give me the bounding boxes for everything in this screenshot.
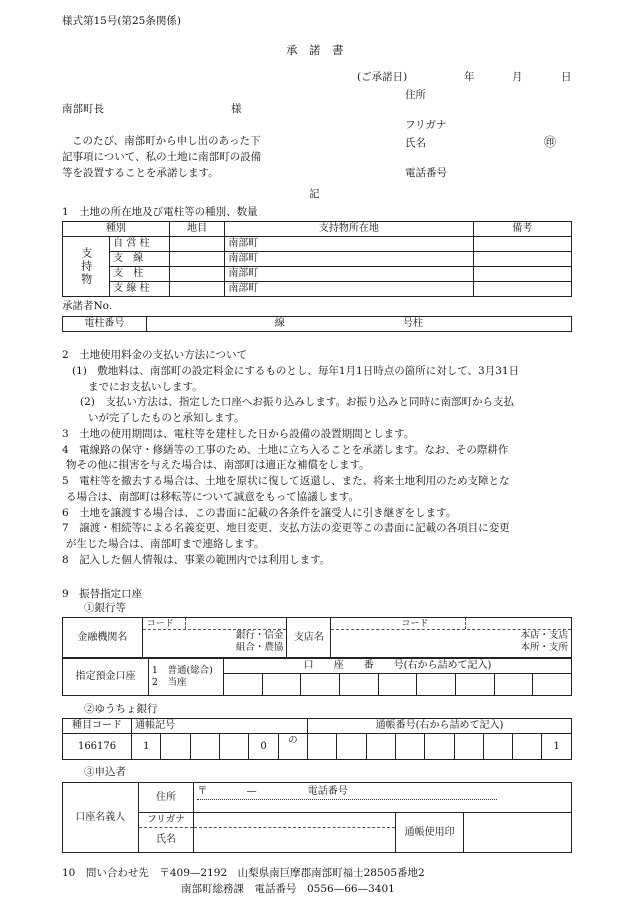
bank-name-label: 金融機関名 (63, 618, 143, 658)
clause-4-line-1: 4 電線路の保守・修繕等の工事のため、土地に立ち入ることを承諾します。なお、その際耕作 (62, 443, 509, 456)
group-label: 支持物 (79, 247, 93, 286)
approver-no: 承諾者No. (62, 300, 113, 312)
account-digit[interactable] (417, 674, 456, 696)
intro-line-2: 記事項について、私の土地に南部町の設備 (62, 151, 262, 163)
header-location: 支持物所在地 (225, 222, 473, 237)
pole-table (62, 316, 572, 332)
bank-code-label: コード (147, 618, 186, 629)
applicant-name-label: 氏名 (405, 137, 426, 149)
type-cell: 支 柱 (110, 267, 170, 282)
type-cell: 支 線 柱 (110, 282, 170, 297)
item2-line-2: いが完了したものと承知します。 (88, 412, 245, 424)
land-cell[interactable] (169, 252, 224, 267)
symbol-digit[interactable] (190, 734, 219, 760)
postal-mark: 〒 (197, 786, 208, 797)
number-digit[interactable] (307, 734, 336, 760)
number-digit[interactable] (395, 734, 424, 760)
clause-3: 3 土地の使用期間は、電柱等を建柱した日から設備の設置期間とします。 (62, 427, 415, 440)
number-digit[interactable] (337, 734, 366, 760)
location-cell: 南部町 (225, 252, 473, 267)
table-row (63, 282, 572, 297)
bank-table (62, 617, 572, 658)
account-digit[interactable] (340, 674, 379, 696)
header-land: 地目 (169, 222, 224, 237)
section2-heading: 2 土地使用料金の支払い方法について (62, 349, 247, 361)
addressee-honorific: 様 (231, 103, 242, 115)
symbol-digit: 1 (132, 734, 161, 760)
header-remarks: 備考 (473, 222, 571, 237)
pole-line-label: 線 (274, 318, 285, 329)
clause-6: 6 土地を譲渡する場合は、この書面に記載の各条件を譲受人に引き継ぎをします。 (62, 506, 457, 519)
account-number-header: 口 座 番 号(右から詰めて記入) (224, 659, 572, 674)
date-year: 年 (464, 71, 475, 83)
item1-line-2: までにお支払いします。 (88, 380, 203, 393)
holder-table (62, 782, 572, 853)
account-type-1: 1 普通(総合) (151, 665, 213, 677)
branch-type-1: 本店・支店 (520, 630, 568, 641)
type-cell: 支 線 (110, 252, 170, 267)
number-digit[interactable] (483, 734, 512, 760)
postal-dash: — (246, 786, 257, 797)
table-row (63, 252, 572, 267)
intro-line-1: このたび、南部町から申し出のあった下 (72, 135, 261, 147)
seal-label: 通帳使用印 (396, 813, 464, 853)
clause-7-line-2: が生じた場合は、南部町まで連絡します。 (66, 538, 265, 550)
seal-field[interactable] (464, 813, 572, 853)
branch-code-label: コード (401, 618, 466, 629)
holder-name-field[interactable] (194, 813, 396, 853)
location-cell: 南部町 (225, 267, 473, 282)
symbol-digit[interactable] (161, 734, 190, 760)
remarks-cell[interactable] (473, 237, 571, 252)
applicant-address-label: 住所 (405, 89, 426, 101)
holder-phone-label: 電話番号 (307, 786, 348, 797)
holder-name-labels (138, 813, 194, 853)
remarks-cell[interactable] (473, 282, 571, 297)
yucho-table (62, 718, 572, 760)
kind-code-value: 166176 (63, 734, 132, 760)
remarks-cell[interactable] (473, 267, 571, 282)
remarks-cell[interactable] (473, 252, 571, 267)
branch-name-field[interactable] (331, 618, 572, 658)
clause-7-line-1: 7 譲渡・相続等による名義変更、地目変更、支払方法の変更等この書面に記載の各項目に変更 (62, 522, 510, 535)
location-cell: 南部町 (225, 282, 473, 297)
item2-line-1: (2) 支払い方法は、指定した口座へお振り込みします。お振り込みと同時に南部町から支払 (80, 396, 515, 409)
table-row (63, 237, 572, 252)
item1-line-1: (1) 敷地料は、南部町の設定料金にするものとし、毎年1月1日時点の箇所に対して、3月31日 (72, 364, 520, 377)
land-cell[interactable] (169, 267, 224, 282)
contact-line-1: 10 問い合わせ先 〒409—2192 山梨県南巨摩郡南部町福士28505番地2 (62, 867, 425, 879)
passbook-symbol-label: 通帳記号 (132, 719, 308, 734)
page-title: 承 諾 書 (286, 43, 344, 57)
account-digit[interactable] (533, 674, 572, 696)
number-digit[interactable] (425, 734, 454, 760)
applicant-furigana-label: フリガナ (405, 119, 447, 131)
header-type: 種別 (63, 222, 170, 237)
intro-line-3: 等を設置することを承諾します。 (62, 167, 219, 179)
number-digit: 1 (542, 734, 572, 760)
contact-line-2: 南部町総務課 電話番号 0556—66—3401 (181, 883, 395, 895)
account-type-choice[interactable] (148, 659, 223, 696)
clause-5-line-1: 5 電柱等を撤去する場合は、土地を原状に復して返還し、また、将来土地利用のため支障とな (62, 475, 510, 487)
clause-8: 8 記入した個人情報は、事業の範囲内では利用します。 (62, 553, 331, 566)
holder-address-field[interactable] (194, 783, 572, 813)
section2 (62, 348, 572, 569)
holder-address-label: 住所 (138, 783, 194, 813)
seal-mark: ㊞ (544, 135, 557, 149)
name-label: 氏名 (156, 834, 177, 845)
passbook-number-label: 通帳番号(右から詰めて記入) (307, 719, 571, 734)
table-row (63, 267, 572, 282)
yucho-heading: ②ゆうちょ銀行 (84, 703, 158, 715)
number-digit[interactable] (454, 734, 483, 760)
clause-4-line-2: 物その他に損害を与えた場合は、南部町は適正な補償をします。 (66, 459, 370, 472)
account-table (62, 658, 572, 696)
land-cell[interactable] (169, 237, 224, 252)
applicant-phone-label: 電話番号 (405, 167, 447, 179)
furigana-label: フリガナ (139, 813, 194, 828)
kind-code-label: 種目コード (63, 719, 132, 734)
pole-number-label: 電柱番号 (63, 317, 147, 332)
number-digit[interactable] (513, 734, 542, 760)
date-day: 日 (561, 71, 572, 83)
applicant-heading: ③申込者 (84, 766, 126, 778)
bank-type-1: 銀行・信金 (235, 630, 284, 641)
account-digit[interactable] (456, 674, 495, 696)
date-label: (ご承諾日) (357, 71, 408, 83)
land-cell[interactable] (169, 282, 224, 297)
account-type-2: 2 当座 (151, 677, 187, 688)
branch-type-2: 本所・支所 (520, 641, 568, 653)
branch-name-label: 支店名 (287, 618, 331, 658)
number-digit[interactable] (366, 734, 395, 760)
support-table (62, 221, 572, 297)
symbol-digit[interactable] (220, 734, 249, 760)
location-cell: 南部町 (225, 237, 473, 252)
account-digit[interactable] (262, 674, 301, 696)
form-number: 様式第15号(第25条関係) (62, 15, 181, 27)
bank-type-2: 組合・農協 (235, 641, 284, 653)
holder-label: 口座名義人 (63, 783, 139, 853)
symbol-digit: 0 (249, 734, 278, 760)
deposit-account-label: 指定預金口座 (63, 659, 149, 696)
account-digit[interactable] (378, 674, 417, 696)
pole-suffix-label: 号柱 (402, 318, 423, 329)
no-char: の (278, 734, 307, 760)
section9-heading: 9 振替指定口座 (62, 588, 143, 600)
bank-name-field[interactable] (142, 618, 287, 658)
bank-heading: ①銀行等 (84, 602, 126, 614)
account-digit[interactable] (224, 674, 263, 696)
date-month: 月 (512, 71, 523, 83)
addressee-name: 南部町長 (62, 103, 104, 115)
section1-heading: 1 土地の所在地及び電柱等の種別、数量 (62, 206, 258, 218)
ki-label: 記 (309, 188, 320, 200)
clause-5-line-2: る場合は、南部町は移転等について誠意をもって協議します。 (66, 490, 359, 503)
type-cell: 自 営 柱 (110, 237, 170, 252)
account-digit[interactable] (301, 674, 340, 696)
pole-number-field[interactable] (146, 317, 571, 332)
account-digit[interactable] (494, 674, 533, 696)
